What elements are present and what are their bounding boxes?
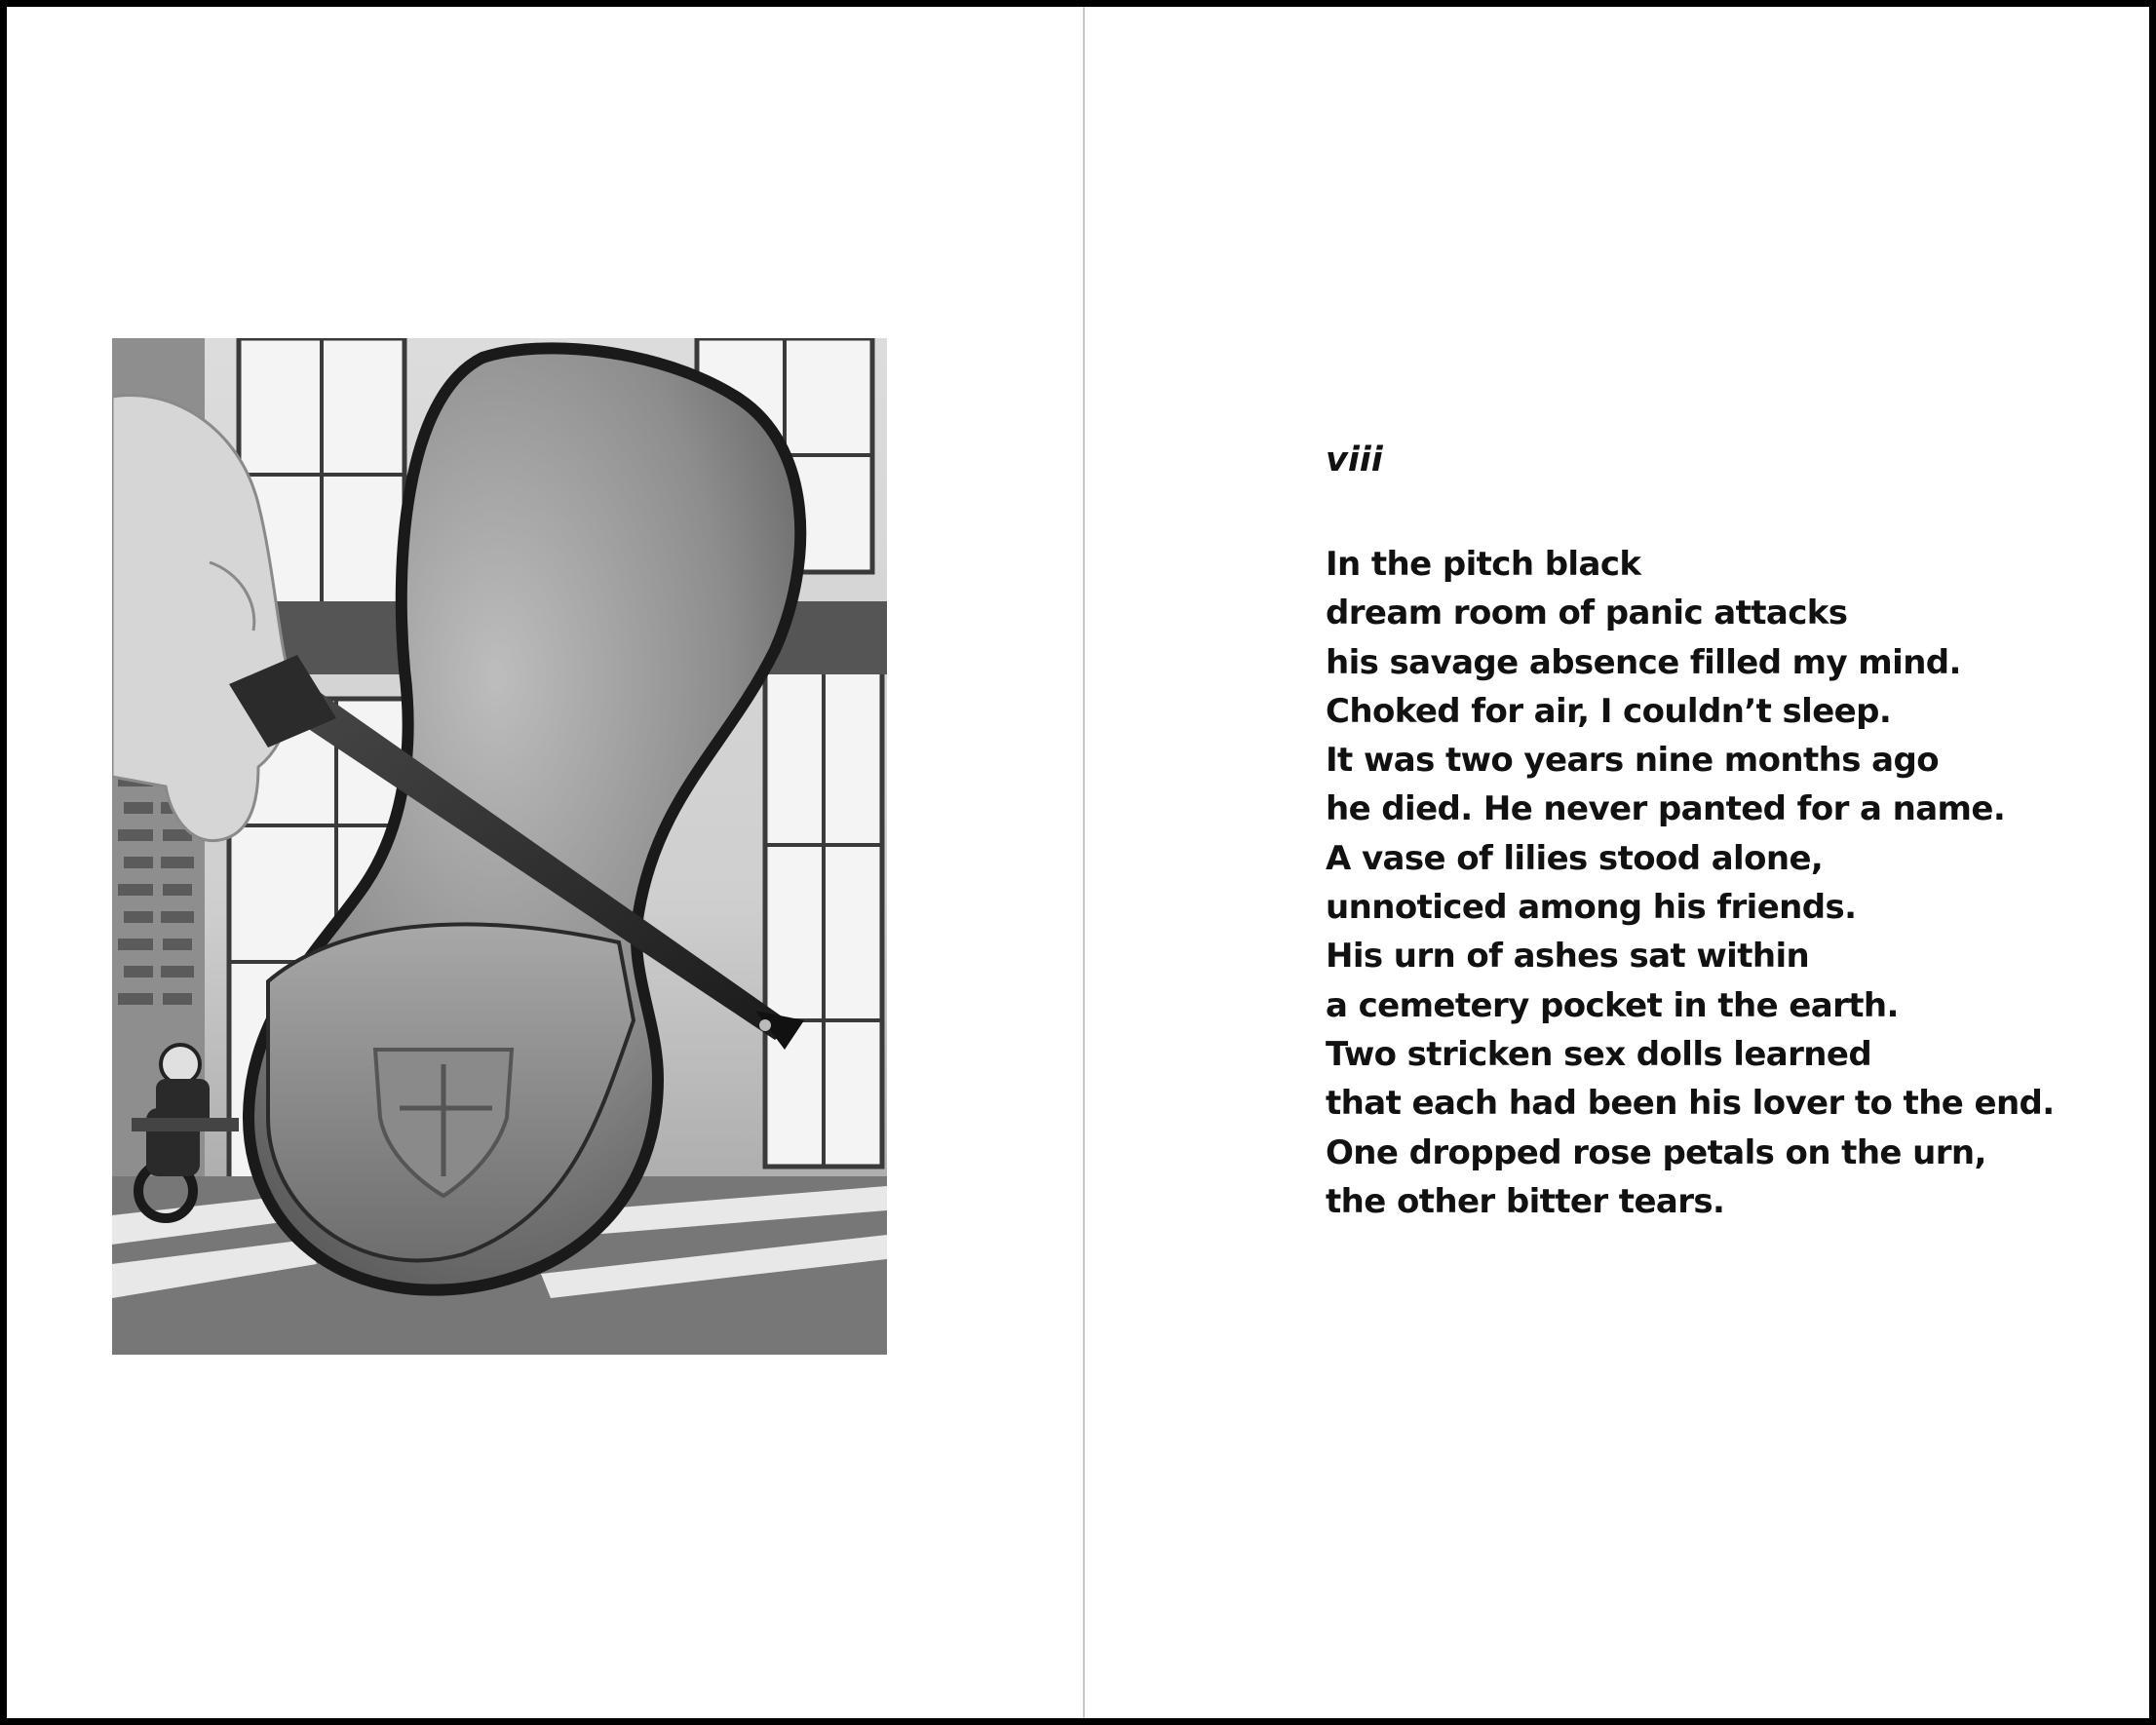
poem-line: unnoticed among his friends. — [1326, 888, 1857, 928]
poem-number: viii — [1326, 441, 1383, 479]
poem-line: Choked for air, I couldn’t sleep. — [1326, 691, 1892, 731]
poem-lines — [1326, 540, 2105, 1226]
poem-line: that each had been his lover to the end. — [1326, 1084, 2055, 1124]
poem — [1326, 436, 2105, 1226]
right-page — [1085, 7, 2156, 1718]
poem-line: the other bitter tears. — [1326, 1181, 1725, 1221]
poem-line: Two stricken sex dolls learned — [1326, 1034, 1872, 1074]
poem-line: One dropped rose petals on the urn, — [1326, 1132, 1986, 1172]
poem-line: It was two years nine months ago — [1326, 741, 1939, 781]
collage-photo-icon — [112, 338, 887, 1355]
poem-line: His urn of ashes sat within — [1326, 937, 1810, 977]
poem-line: A vase of lilies stood alone, — [1326, 838, 1824, 878]
poem-line: dream room of panic attacks — [1326, 594, 1848, 633]
poem-line: In the pitch black — [1326, 545, 1641, 584]
poem-line: he died. He never panted for a name. — [1326, 789, 2006, 829]
left-page — [7, 7, 1083, 1718]
poem-line: a cemetery pocket in the earth. — [1326, 985, 1899, 1025]
poem-line: his savage absence filled my mind. — [1326, 642, 1961, 682]
